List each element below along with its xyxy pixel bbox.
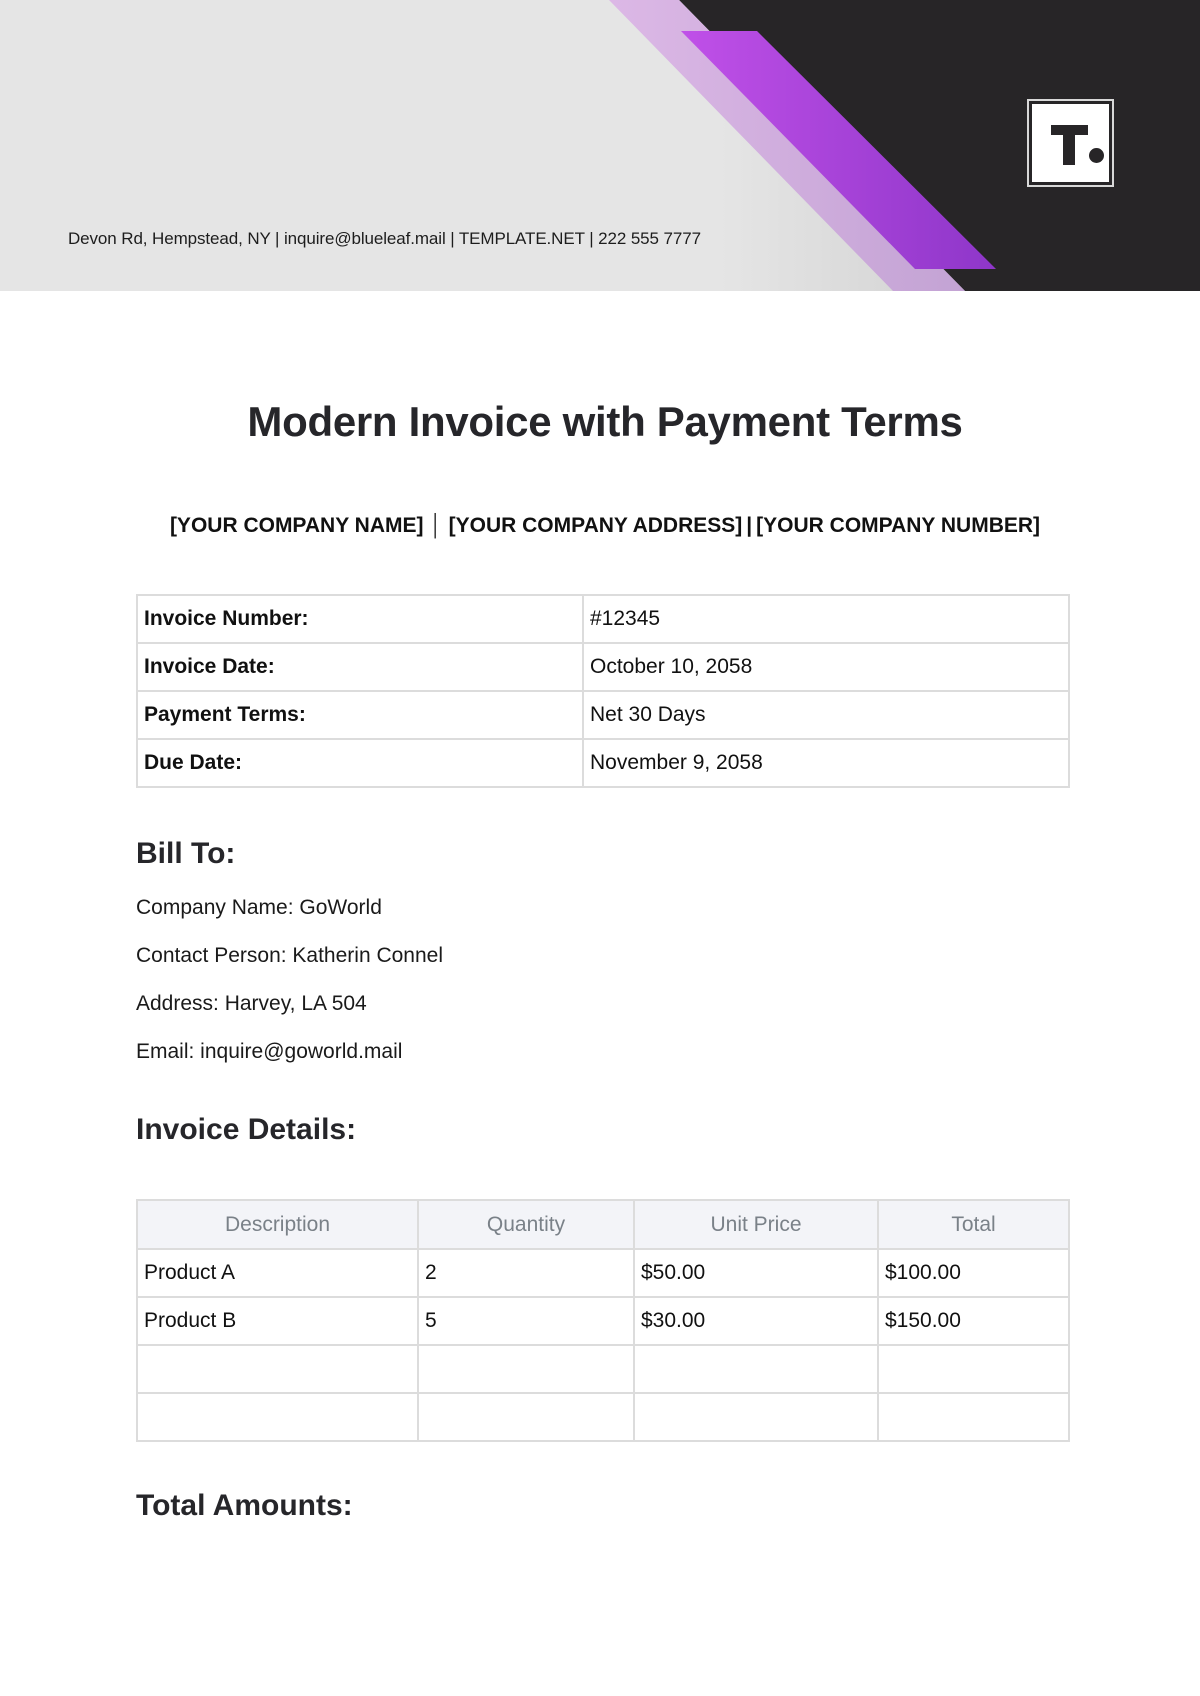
item-description: Product B [137, 1297, 418, 1345]
bill-to-company: Company Name: GoWorld [136, 896, 382, 919]
total-amounts-heading: Total Amounts: [136, 1489, 353, 1522]
column-header-total: Total [878, 1200, 1069, 1249]
payment-terms-value: Net 30 Days [583, 691, 1069, 739]
letterhead-banner [0, 0, 1200, 291]
item-unit-price [634, 1345, 878, 1393]
table-row [137, 595, 1069, 643]
due-date-value: November 9, 2058 [583, 739, 1069, 787]
logo-t-icon [1032, 104, 1109, 182]
document-title: Modern Invoice with Payment Terms [247, 398, 963, 445]
invoice-date-value: October 10, 2058 [583, 643, 1069, 691]
table-row [137, 739, 1069, 787]
bill-to-contact: Contact Person: Katherin Connel [136, 944, 444, 967]
company-address-placeholder: [YOUR COMPANY ADDRESS] [448, 514, 743, 537]
company-placeholder-line [0, 514, 1200, 538]
invoice-details-heading: Invoice Details: [136, 1113, 357, 1146]
table-row [137, 691, 1069, 739]
item-quantity [418, 1345, 634, 1393]
company-contact-line: Devon Rd, Hempstead, NY | inquire@blueleaf.mail | TEMPLATE.NET | 222 555 7777 [68, 229, 701, 248]
payment-terms-label: Payment Terms: [137, 691, 583, 739]
column-header-description: Description [137, 1200, 418, 1249]
table-row [137, 1249, 1069, 1297]
invoice-info-table [136, 594, 1070, 788]
table-header-row [137, 1200, 1069, 1249]
table-row [137, 643, 1069, 691]
item-quantity: 5 [418, 1297, 634, 1345]
item-total [878, 1393, 1069, 1441]
table-row [137, 1297, 1069, 1345]
company-number-placeholder: [YOUR COMPANY NUMBER] [756, 514, 1041, 537]
table-row [137, 1345, 1069, 1393]
item-description: Product A [137, 1249, 418, 1297]
item-unit-price [634, 1393, 878, 1441]
bill-to-email: Email: inquire@goworld.mail [136, 1040, 403, 1063]
separator: | [746, 514, 753, 537]
item-description [137, 1345, 418, 1393]
invoice-number-label: Invoice Number: [137, 595, 583, 643]
item-quantity [418, 1393, 634, 1441]
item-description [137, 1393, 418, 1441]
bill-to-heading: Bill To: [136, 837, 236, 870]
company-name-placeholder: [YOUR COMPANY NAME] [169, 514, 424, 537]
item-total: $100.00 [878, 1249, 1069, 1297]
invoice-date-label: Invoice Date: [137, 643, 583, 691]
bill-to-address: Address: Harvey, LA 504 [136, 992, 367, 1015]
item-unit-price: $30.00 [634, 1297, 878, 1345]
due-date-label: Due Date: [137, 739, 583, 787]
table-row [137, 1393, 1069, 1441]
template-logo [1027, 99, 1114, 187]
invoice-number-value: #12345 [583, 595, 1069, 643]
item-total [878, 1345, 1069, 1393]
invoice-items-table [136, 1199, 1070, 1442]
item-quantity: 2 [418, 1249, 634, 1297]
item-total: $150.00 [878, 1297, 1069, 1345]
item-unit-price: $50.00 [634, 1249, 878, 1297]
column-header-quantity: Quantity [418, 1200, 634, 1249]
column-header-unit-price: Unit Price [634, 1200, 878, 1249]
separator: │ [429, 514, 443, 537]
